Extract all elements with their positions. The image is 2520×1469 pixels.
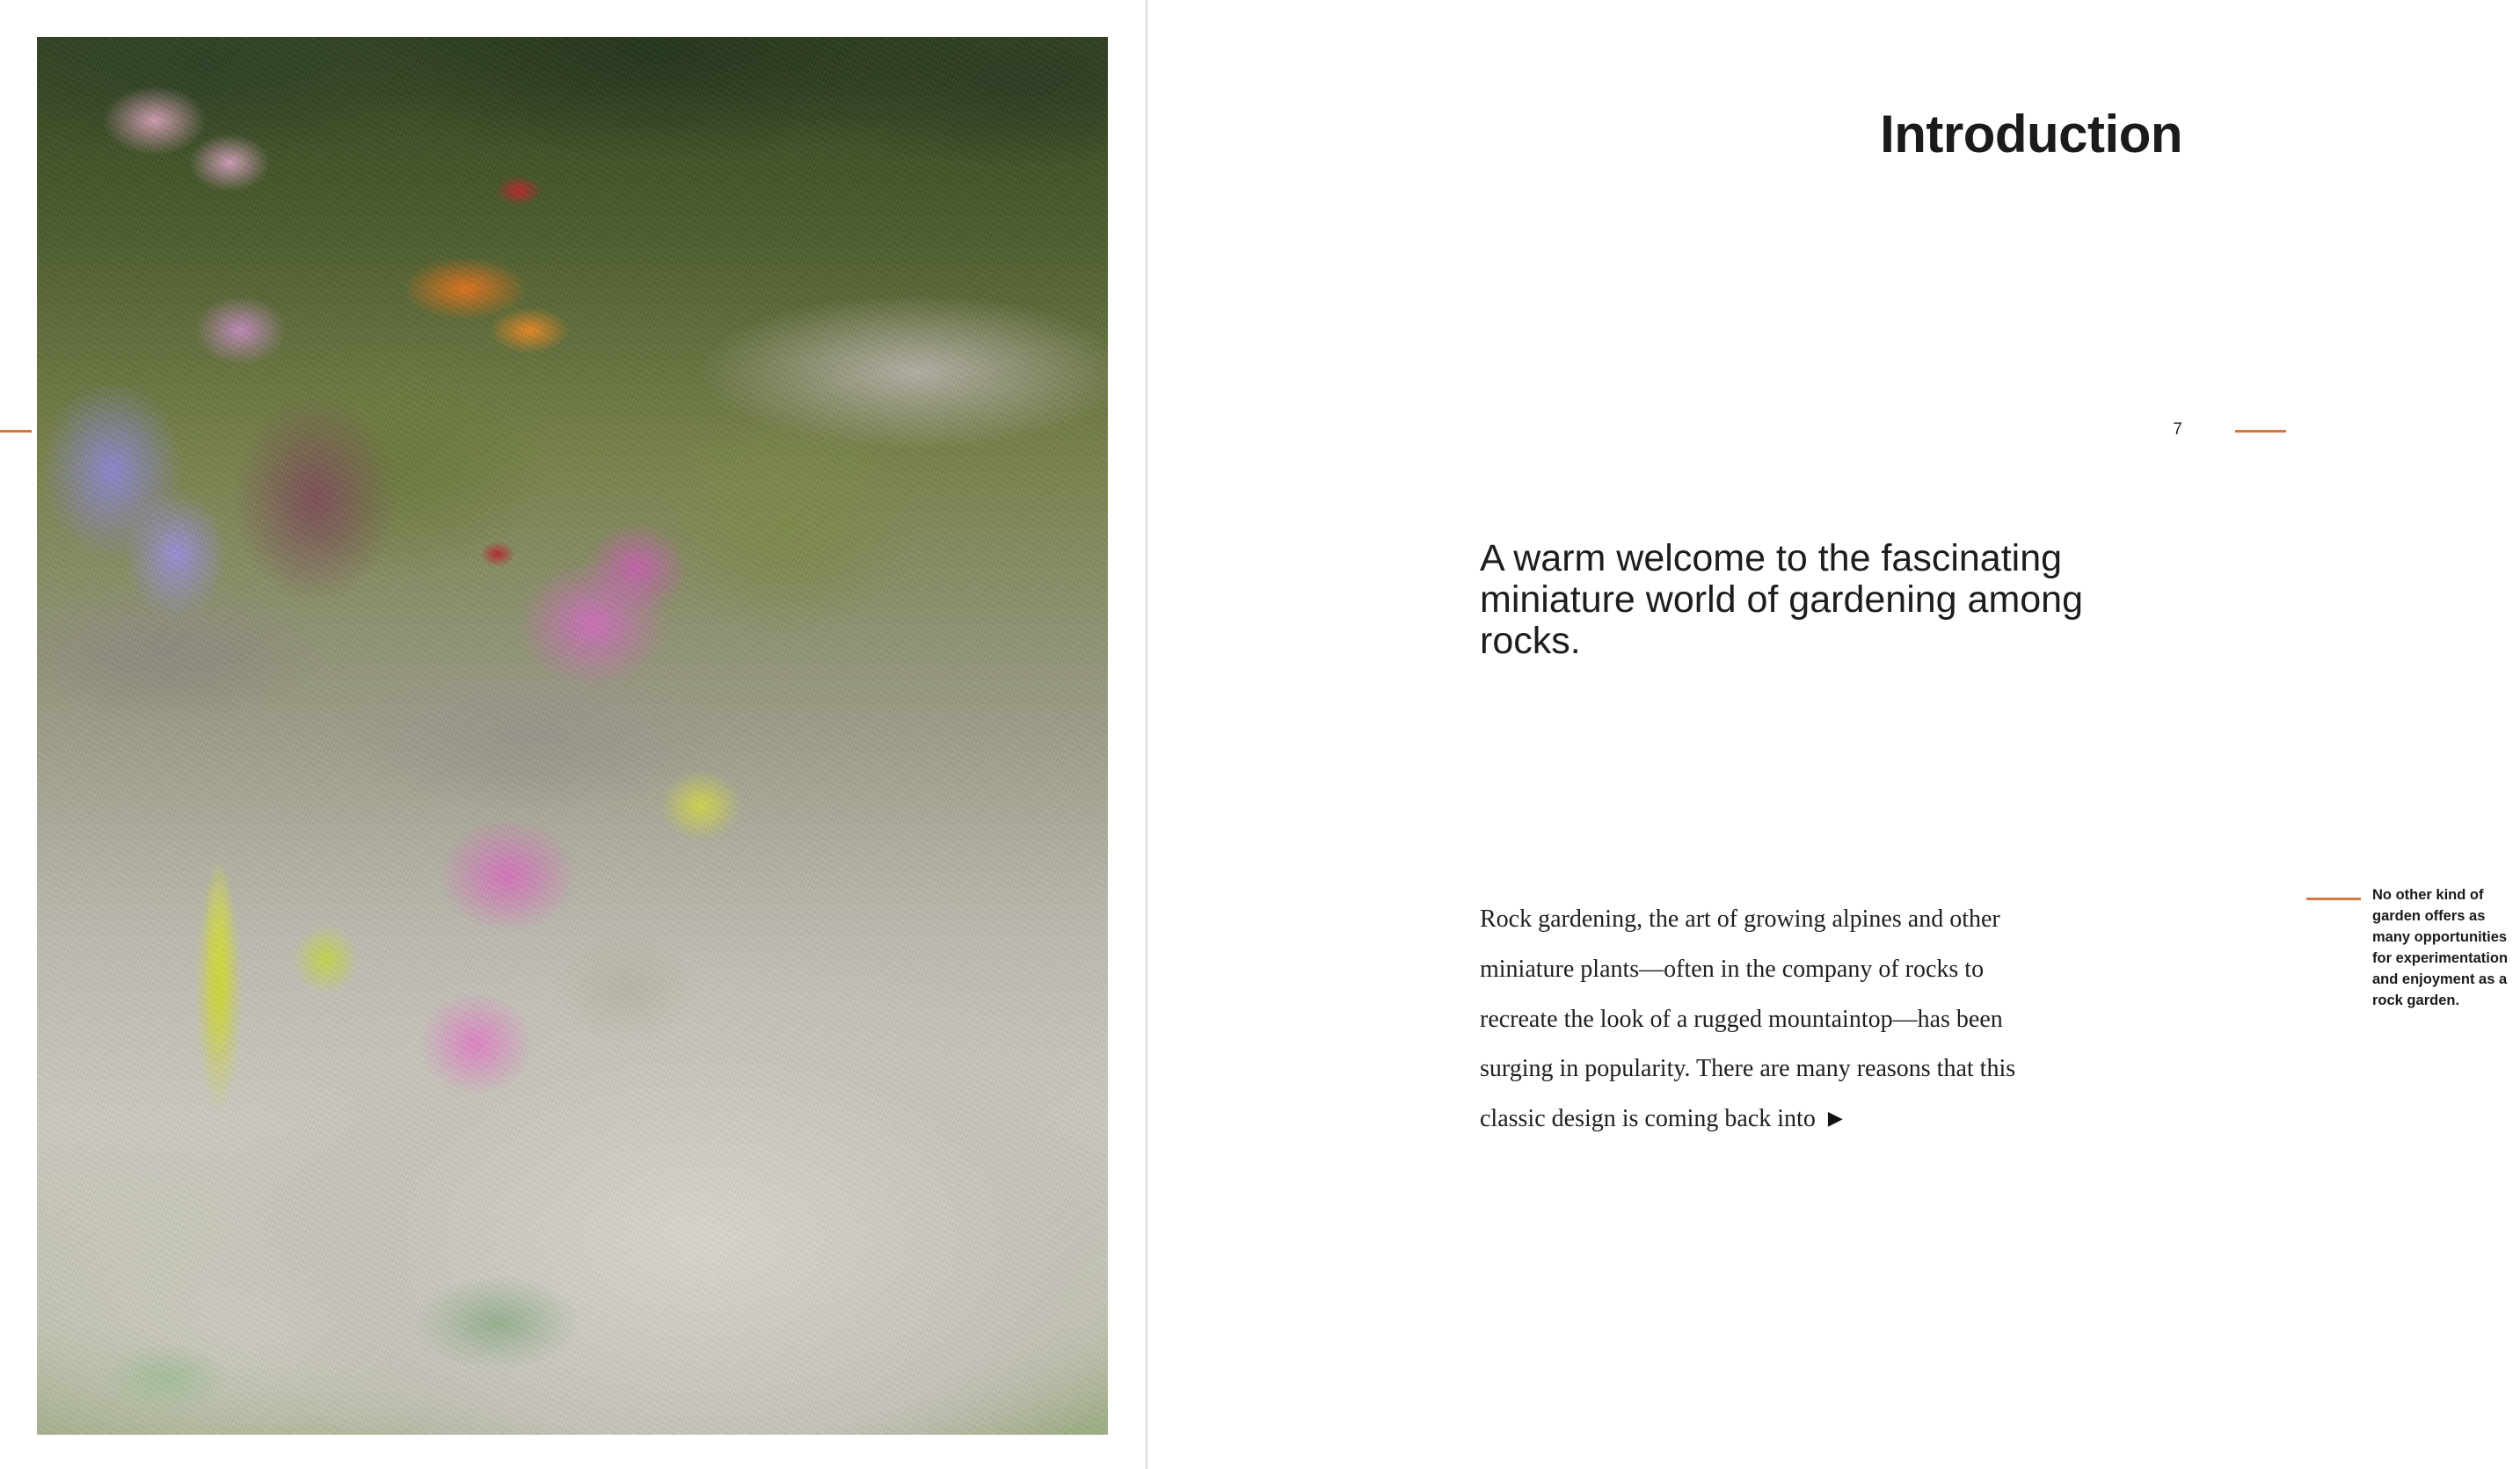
right-page xyxy=(1147,0,2509,1469)
photo-caption: No other kind of garden offers as many opportunities for experimentation and enjoyment as a rock garden. xyxy=(2372,887,2509,1009)
continuation-arrow-icon: ▶ xyxy=(1827,1107,1843,1130)
rock-garden-photo xyxy=(37,37,1108,1435)
left-page xyxy=(0,0,1147,1469)
page-title: Introduction xyxy=(1880,105,2182,164)
caption-accent-rule xyxy=(2306,898,2361,900)
folio-accent-rule xyxy=(2235,430,2286,433)
left-edge-accent-rule xyxy=(0,430,32,433)
intro-deck: A warm welcome to the fascinating miniature world of gardening among rocks. xyxy=(1480,537,2084,662)
body-paragraph: Rock gardening, the art of growing alpines and other miniature plants—often in the company of rocks to recreate the look of a rugged mountaintop—has been surging in popularity. There are many reasons that this classic design is coming back into xyxy=(1480,905,2016,1133)
photo-texture xyxy=(37,37,1108,1435)
body-text xyxy=(1480,895,2043,1145)
page-number: 7 xyxy=(2173,420,2182,439)
